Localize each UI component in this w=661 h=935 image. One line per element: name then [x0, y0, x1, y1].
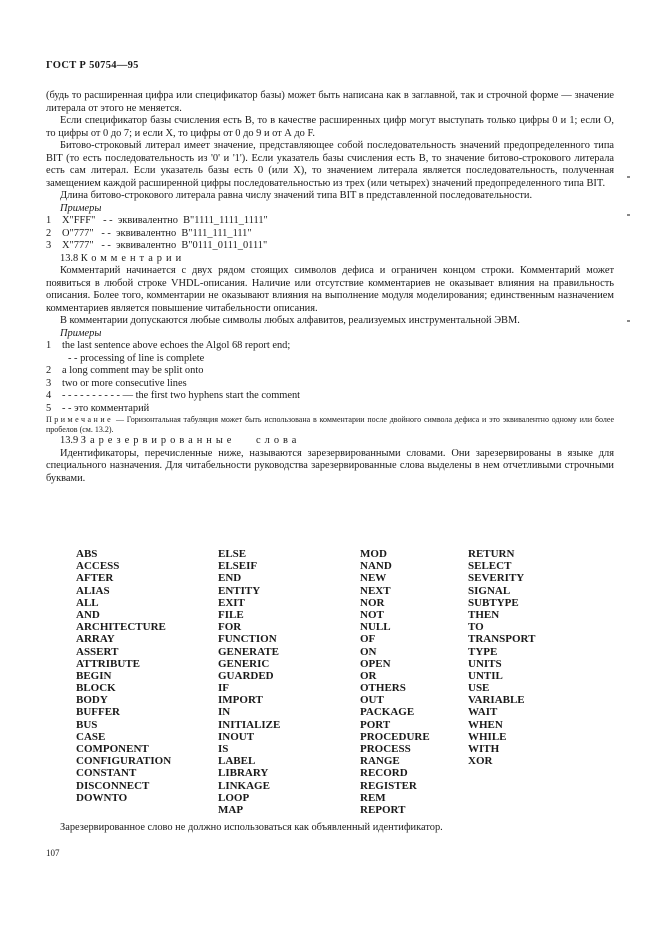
reserved-word: IMPORT	[218, 694, 263, 707]
reserved-word: NULL	[360, 621, 391, 634]
reserved-word: IF	[218, 682, 229, 695]
example-row	[46, 240, 614, 253]
example-code: - - processing of line is complete	[68, 352, 205, 364]
reserved-word: LOOP	[218, 791, 250, 804]
reserved-word: EXIT	[218, 596, 245, 609]
note-text: — Горизонтальная табуляция может быть использована в комментарии после двойного символа дефиса и это эквивалентно одному или более пробелов (см. 13.2).	[46, 415, 615, 434]
reserved-word: WAIT	[468, 706, 498, 719]
reserved-word: BEGIN	[76, 669, 112, 682]
reserved-word: CASE	[76, 730, 106, 743]
reserved-word: PACKAGE	[360, 706, 415, 719]
example-row	[46, 228, 614, 241]
reserved-word: FILE	[218, 608, 244, 621]
example-code: the last sentence above echoes the Algol 68 report end;	[62, 340, 291, 351]
scan-mark	[627, 320, 630, 322]
reserved-word: LABEL	[218, 755, 256, 768]
reserved-word: NEXT	[360, 584, 391, 597]
section-title: Комментарии	[80, 252, 186, 264]
reserved-word: OF	[360, 633, 376, 646]
reserved-word: XOR	[468, 755, 493, 768]
section-title-word1: Зарезервированные	[80, 435, 236, 446]
paragraph-bit-string-length: Длина битово-строкового литерала равна числу значений типа BIT в представленной последовательности.	[60, 190, 533, 201]
reserved-word: REPORT	[360, 803, 406, 816]
example-row	[46, 378, 614, 391]
paragraph-comments-chars: В комментарии допускаются любые символы любых алфавитов, реализуемых инструментальной ЭВМ.	[60, 315, 520, 326]
reserved-word: GENERATE	[218, 645, 279, 658]
reserved-word: NEW	[360, 572, 387, 585]
reserved-word: THEN	[468, 608, 500, 621]
example-number: 3	[46, 377, 52, 389]
reserved-word: BUS	[76, 718, 98, 731]
example-row	[46, 353, 614, 366]
reserved-word: ARRAY	[76, 633, 115, 646]
example-row	[46, 365, 614, 378]
reserved-word: ENTITY	[218, 584, 261, 597]
reserved-word: OUT	[360, 694, 384, 707]
reserved-word: WHILE	[468, 730, 507, 743]
reserved-word: ELSEIF	[218, 560, 258, 573]
example-number: 5	[46, 402, 52, 414]
paragraph-reserved-words: Идентификаторы, перечисленные ниже, называются зарезервированными словами. Они зарезервированы в языке для специального назначения. Для читабельности руководства зарезервированные слова выделены в нем отчетливыми строчными буквами.	[46, 447, 614, 484]
reserved-word: DOWNTO	[76, 791, 128, 804]
reserved-word: AND	[76, 608, 100, 621]
reserved-word: BUFFER	[76, 706, 120, 719]
reserved-word: WITH	[468, 743, 500, 755]
reserved-word: TYPE	[468, 645, 498, 658]
reserved-word: TRANSPORT	[468, 633, 536, 646]
reserved-word: ALL	[76, 596, 99, 609]
reserved-word: ON	[360, 645, 377, 658]
example-number: 3	[46, 240, 52, 251]
reserved-word: USE	[468, 682, 490, 695]
paragraph-continuation: (будь то расширенная цифра или спецификатор базы) может быть написана как в заглавной, так и строчной форме — значение литерала от этого не меняется.	[46, 90, 614, 114]
reserved-word: NAND	[360, 560, 392, 573]
reserved-word: GENERIC	[218, 657, 270, 670]
reserved-word: ACCESS	[76, 560, 120, 573]
reserved-word: REGISTER	[360, 779, 417, 792]
example-code: - - это комментарий	[62, 402, 150, 414]
example-number: 1	[46, 340, 52, 351]
reserved-word: COMPONENT	[76, 743, 149, 755]
example-row	[46, 403, 614, 416]
section-heading-reserved-words	[46, 435, 614, 448]
reserved-word: REM	[360, 791, 386, 804]
reserved-word: NOT	[360, 608, 384, 621]
reserved-word: SEVERITY	[468, 572, 525, 585]
page-header: ГОСТ Р 50754—95	[46, 60, 139, 71]
keywords-column-3	[360, 548, 430, 816]
reserved-word: ABS	[76, 548, 98, 560]
reserved-word: LIBRARY	[218, 767, 269, 780]
reserved-word: RECORD	[360, 767, 408, 780]
reserved-word: SELECT	[468, 560, 512, 573]
reserved-word: RANGE	[360, 755, 400, 768]
reserved-word: ATTRIBUTE	[76, 657, 140, 670]
example-number	[46, 353, 62, 366]
reserved-word: IN	[218, 706, 231, 719]
reserved-word: LINKAGE	[218, 779, 270, 792]
keywords-column-4	[468, 548, 535, 767]
reserved-word: INITIALIZE	[218, 718, 281, 731]
section-title-word2: слова	[256, 435, 301, 446]
body-text	[46, 90, 614, 485]
reserved-word: ELSE	[218, 548, 247, 560]
reserved-word: DISCONNECT	[76, 779, 150, 792]
section-number: 13.9	[60, 435, 79, 446]
examples-list-bitstring	[46, 215, 614, 253]
reserved-word: BLOCK	[76, 682, 116, 695]
example-number: 4	[46, 390, 52, 401]
example-number: 2	[46, 365, 52, 376]
example-row	[46, 215, 614, 228]
reserved-word: VARIABLE	[468, 694, 525, 707]
example-code: O"777" - - эквивалентно B"111_111_111"	[62, 227, 252, 239]
reserved-word: PROCESS	[360, 743, 411, 755]
examples-title: Примеры	[60, 202, 102, 214]
example-code: a long comment may be split onto	[62, 365, 204, 376]
example-row	[46, 390, 614, 403]
closing-sentence: Зарезервированное слово не должно использоваться как объявленный идентификатор.	[60, 822, 443, 833]
reserved-word: AFTER	[76, 572, 114, 585]
scan-mark	[627, 176, 630, 178]
reserved-word: OTHERS	[360, 682, 406, 695]
reserved-word: CONFIGURATION	[76, 755, 172, 768]
example-code: X"FFF" - - эквивалентно B"1111_1111_1111"	[62, 215, 268, 226]
reserved-word: MOD	[360, 548, 387, 560]
reserved-word: GUARDED	[218, 669, 274, 682]
reserved-word: SIGNAL	[468, 584, 511, 597]
reserved-word: INOUT	[218, 730, 255, 743]
reserved-word: IS	[218, 743, 229, 755]
reserved-word: FOR	[218, 621, 242, 634]
reserved-word: MAP	[218, 803, 244, 816]
reserved-word: UNITS	[468, 657, 502, 670]
reserved-word: TO	[468, 621, 484, 634]
reserved-word: END	[218, 572, 242, 585]
example-code: two or more consecutive lines	[62, 377, 187, 389]
reserved-word: BODY	[76, 694, 108, 707]
examples-list-comments	[46, 340, 614, 415]
paragraph-bit-string-value: Битово-строковый литерал имеет значение, представляющее собой последовательность значений предопределенного типа BIT (то есть последовательность из '0' и '1'). Если указатель базы счисления есть В, то значение битово-строкового литерала есть сам литерал. Если указатель базы есть 0 (или X), то значением литерала является последовательность, полученная замещением каждой расширенной цифры последовательностью из трех (или четырех) значений предопределенного типа BIT.	[46, 140, 614, 189]
example-number: 1	[46, 215, 52, 226]
scan-mark	[627, 214, 630, 216]
reserved-word: ALIAS	[76, 584, 110, 597]
page-number: 107	[46, 848, 60, 858]
reserved-word: OPEN	[360, 657, 391, 670]
reserved-word: OR	[360, 669, 377, 682]
paragraph-base-specifier: Если спецификатор базы счисления есть В, то в качестве расширенных цифр могут выступать только цифры 0 и 1; если О, то цифры от 0 до 7; и если X, то цифры от 0 до 9 и от А до F.	[46, 115, 614, 139]
keywords-column-2	[218, 548, 280, 816]
reserved-word: ASSERT	[76, 645, 119, 658]
reserved-word: FUNCTION	[218, 633, 277, 646]
reserved-word: UNTIL	[468, 669, 503, 682]
example-code: - - - - - - - - - - — the first two hyphens start the comment	[62, 390, 301, 401]
note-label: Примечание	[46, 415, 114, 424]
paragraph-comments-def: Комментарий начинается с двух рядом стоящих символов дефиса и ограничен концом строки. Комментарий может появиться в любой строке VHDL-описания. Наличие или отсутствие комментариев не оказывает влияния на правильность описания. Более того, комментарии не оказывают влияния на выполнение модуля моделирования; единственным назначением комментариев является повышение читабельности описания.	[46, 265, 614, 314]
example-number: 2	[46, 227, 52, 239]
reserved-word: SUBTYPE	[468, 596, 519, 609]
example-row	[46, 340, 614, 353]
keywords-column-1	[76, 548, 171, 804]
examples-title: Примеры	[60, 327, 102, 339]
reserved-word: PROCEDURE	[360, 730, 430, 743]
note	[46, 415, 614, 435]
example-code: X"777" - - эквивалентно B"0111_0111_0111"	[62, 240, 268, 251]
reserved-word: RETURN	[468, 548, 515, 560]
section-heading-comments	[46, 253, 614, 266]
reserved-word: NOR	[360, 596, 385, 609]
reserved-word: CONSTANT	[76, 767, 137, 780]
reserved-word: WHEN	[468, 718, 503, 731]
reserved-word: ARCHITECTURE	[76, 621, 166, 634]
section-number: 13.8	[60, 252, 79, 264]
reserved-word: PORT	[360, 718, 391, 731]
